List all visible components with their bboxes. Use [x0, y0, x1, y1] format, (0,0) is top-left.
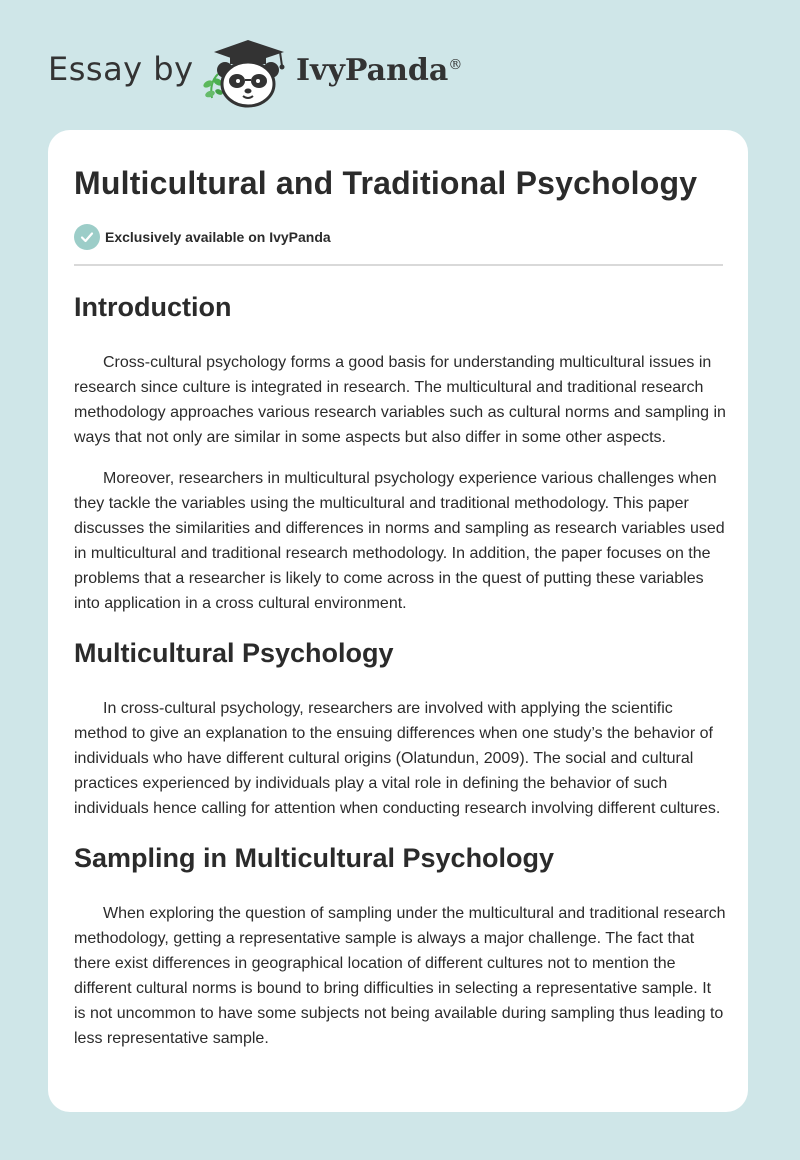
- section-heading-multicultural-psychology: Multicultural Psychology: [74, 638, 394, 668]
- exclusive-badge: [74, 224, 722, 250]
- paragraph: In cross-cultural psychology, researchers are involved with applying the scientific method to give an explanation to the ensuing differences when one study’s the behavior of individuals who have different cultural origins (Olatundun, 2009). The social and cultural practices experienced by individuals play a vital role in defining the behavior of such individuals hence calling for attention when conducting research involving different cultures.: [74, 700, 721, 817]
- panda-graduate-icon[interactable]: [200, 36, 290, 108]
- essay-card: [48, 130, 748, 1112]
- section-heading-sampling: Sampling in Multicultural Psychology: [74, 843, 555, 873]
- divider: [74, 264, 723, 266]
- check-circle-icon: [74, 224, 100, 250]
- registered-mark: ®: [448, 57, 463, 73]
- site-header: [0, 0, 800, 130]
- essay-by-label: Essay by: [48, 50, 194, 88]
- brand-name-text: IvyPanda: [296, 53, 449, 88]
- paragraph: Cross-cultural psychology forms a good basis for understanding multicultural issues in research since culture is integrated in research. The multicultural and traditional research methodology approaches various research variables such as cultural norms and sampling in ways that not only are similar in some aspects but also differ in some other aspects.: [74, 354, 726, 446]
- paragraph: When exploring the question of sampling under the multicultural and traditional research methodology, getting a representative sample is always a major challenge. The fact that there exist differences in geographical location of different cultures not to mention the different cultural norms is bound to bring difficulties in selecting a representative sample. It is not uncommon to have some subjects not being available during sampling thus leading to less representative sample.: [74, 905, 726, 1047]
- section-heading-introduction: Introduction: [74, 292, 232, 322]
- paragraph: Moreover, researchers in multicultural psychology experience various challenges when they tackle the variables using the multicultural and traditional methodology. This paper discusses the similarities and differences in norms and sampling as research variables used in multicultural and traditional research methodology. In addition, the paper focuses on the problems that a researcher is likely to come across in the quest of putting these variables into application in a cross cultural environment.: [74, 470, 725, 612]
- brand-name[interactable]: [296, 53, 462, 88]
- page-title: Multicultural and Traditional Psychology: [74, 165, 698, 201]
- leaf-icon: [202, 74, 224, 99]
- exclusive-badge-text: Exclusively available on IvyPanda: [105, 229, 331, 245]
